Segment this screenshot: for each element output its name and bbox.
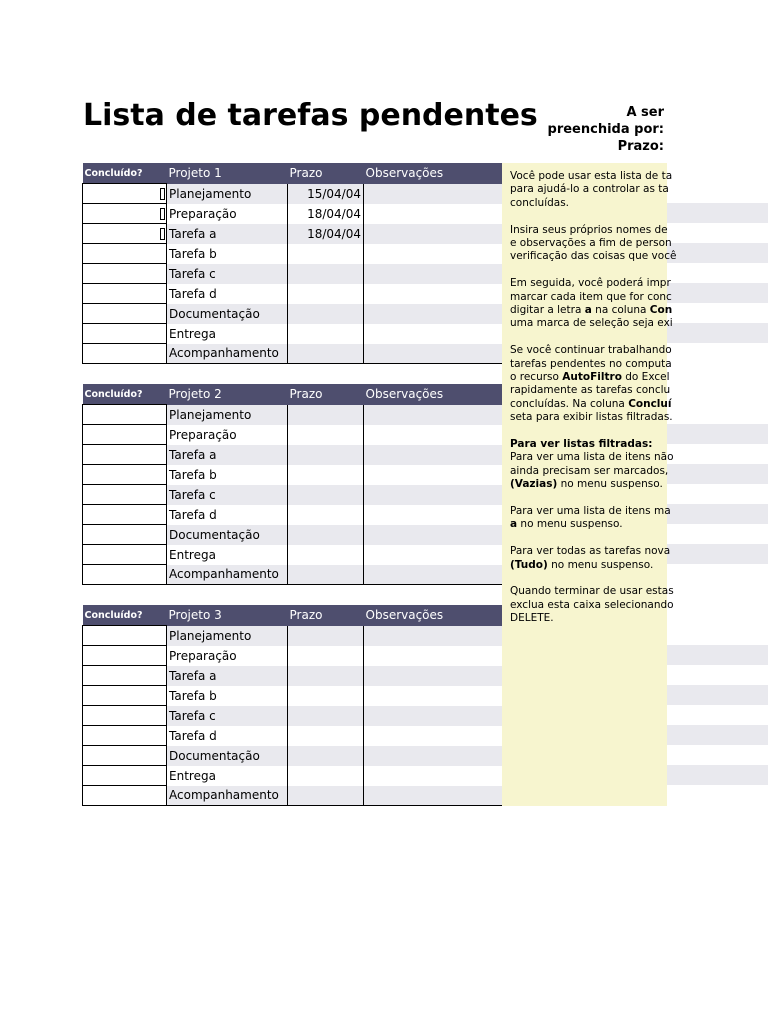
table-row bbox=[83, 786, 503, 806]
table-row bbox=[83, 425, 503, 445]
done-cell[interactable] bbox=[83, 646, 167, 666]
note-paragraph-7 bbox=[510, 545, 770, 572]
notes-cell[interactable] bbox=[364, 344, 503, 364]
note-text: no menu suspenso. bbox=[547, 558, 654, 571]
deadline-cell[interactable] bbox=[288, 324, 364, 344]
deadline-cell[interactable] bbox=[288, 344, 364, 364]
note-line: ainda precisam ser marcados, bbox=[510, 464, 669, 477]
row-band bbox=[667, 685, 768, 705]
table-row bbox=[83, 565, 503, 585]
note-line: marcar cada item que for conc bbox=[510, 290, 672, 303]
deadline-cell[interactable] bbox=[288, 726, 364, 746]
done-cell[interactable] bbox=[83, 626, 167, 646]
done-cell[interactable] bbox=[83, 264, 167, 284]
note-line: uma marca de seleção seja exi bbox=[510, 317, 673, 330]
notes-cell[interactable] bbox=[364, 224, 503, 244]
notes-cell[interactable] bbox=[364, 646, 503, 666]
deadline-cell[interactable] bbox=[288, 746, 364, 766]
notes-cell[interactable] bbox=[364, 425, 503, 445]
table-row bbox=[83, 726, 503, 746]
note-bold-text: (Tudo) bbox=[510, 558, 548, 571]
done-cell[interactable] bbox=[83, 344, 167, 364]
notes-cell[interactable] bbox=[364, 726, 503, 746]
deadline-cell[interactable] bbox=[288, 304, 364, 324]
note-line: concluídas. bbox=[510, 196, 570, 209]
deadline-label: Prazo: bbox=[617, 139, 664, 154]
task-name-cell[interactable]: Tarefa c bbox=[167, 485, 288, 505]
done-cell[interactable] bbox=[83, 485, 167, 505]
task-name-cell[interactable]: Tarefa d bbox=[167, 505, 288, 525]
deadline-cell[interactable] bbox=[288, 465, 364, 485]
table-row bbox=[83, 686, 503, 706]
note-bold-text: a bbox=[584, 304, 592, 317]
note-text: na coluna bbox=[591, 304, 650, 317]
row-band bbox=[667, 765, 768, 785]
table-row bbox=[83, 304, 503, 324]
done-cell[interactable] bbox=[83, 244, 167, 264]
notes-cell[interactable] bbox=[364, 666, 503, 686]
note-bold-text: Con bbox=[649, 304, 673, 317]
note-line bbox=[510, 559, 770, 572]
task-name-cell[interactable]: Tarefa c bbox=[167, 264, 288, 284]
instructions-note[interactable] bbox=[502, 163, 677, 806]
project-column-header[interactable]: Projeto 1 bbox=[167, 163, 288, 184]
task-name-cell[interactable]: Documentação bbox=[167, 525, 288, 545]
table-row bbox=[83, 284, 503, 304]
note-text: no menu suspenso. bbox=[557, 478, 663, 491]
task-table bbox=[82, 163, 503, 364]
done-cell[interactable] bbox=[83, 465, 167, 485]
notes-cell[interactable] bbox=[364, 746, 503, 766]
done-cell[interactable] bbox=[83, 766, 167, 786]
task-name-cell[interactable]: Tarefa b bbox=[167, 465, 288, 485]
table-row bbox=[83, 445, 503, 465]
project-column-header[interactable]: Projeto 3 bbox=[167, 605, 288, 626]
notes-cell[interactable] bbox=[364, 264, 503, 284]
row-band bbox=[667, 645, 768, 665]
task-name-cell[interactable]: Tarefa d bbox=[167, 726, 288, 746]
note-line: Você pode usar esta lista de ta bbox=[510, 170, 673, 182]
check-mark-icon bbox=[160, 208, 165, 220]
row-band bbox=[667, 725, 768, 745]
notes-cell[interactable] bbox=[364, 445, 503, 465]
note-heading: Para ver listas filtradas: bbox=[510, 438, 653, 451]
table-row bbox=[83, 746, 503, 766]
note-paragraph-8 bbox=[510, 585, 770, 625]
task-name-cell[interactable]: Documentação bbox=[167, 746, 288, 766]
note-line: verificação das coisas que você bbox=[510, 250, 677, 263]
deadline-column-header[interactable]: Prazo bbox=[288, 163, 364, 184]
note-line: Em seguida, você poderá impr bbox=[510, 277, 671, 290]
done-cell[interactable] bbox=[83, 405, 167, 425]
deadline-cell[interactable] bbox=[288, 425, 364, 445]
note-text: concluídas. Na coluna bbox=[510, 397, 629, 410]
assignment-block bbox=[540, 104, 664, 155]
done-cell[interactable] bbox=[83, 204, 167, 224]
table-row bbox=[83, 626, 503, 646]
done-cell[interactable] bbox=[83, 184, 167, 204]
task-name-cell[interactable]: Entrega bbox=[167, 545, 288, 565]
note-line: Insira seus próprios nomes de bbox=[510, 223, 668, 236]
note-line bbox=[510, 304, 770, 317]
note-paragraph-2 bbox=[510, 224, 770, 264]
deadline-cell[interactable]: 18/04/04 bbox=[288, 224, 364, 244]
notes-cell[interactable] bbox=[364, 786, 503, 806]
page-title: Lista de tarefas pendentes bbox=[83, 98, 538, 133]
deadline-cell[interactable]: 15/04/04 bbox=[288, 184, 364, 204]
table-row bbox=[83, 545, 503, 565]
note-line: exclua esta caixa selecionando bbox=[510, 598, 674, 611]
deadline-cell[interactable] bbox=[288, 565, 364, 585]
deadline-cell[interactable] bbox=[288, 244, 364, 264]
deadline-cell[interactable]: 18/04/04 bbox=[288, 204, 364, 224]
deadline-cell[interactable] bbox=[288, 485, 364, 505]
note-paragraph-5 bbox=[510, 438, 770, 492]
task-name-cell[interactable]: Tarefa a bbox=[167, 224, 288, 244]
check-mark-icon bbox=[160, 188, 165, 200]
task-name-cell[interactable]: Tarefa c bbox=[167, 706, 288, 726]
task-name-cell[interactable]: Tarefa d bbox=[167, 284, 288, 304]
note-line bbox=[510, 518, 770, 531]
done-column-header[interactable]: Concluído? bbox=[83, 605, 167, 626]
notes-cell[interactable] bbox=[364, 465, 503, 485]
done-cell[interactable] bbox=[83, 525, 167, 545]
task-name-cell[interactable]: Tarefa b bbox=[167, 686, 288, 706]
table-row bbox=[83, 706, 503, 726]
deadline-column-header[interactable]: Prazo bbox=[288, 605, 364, 626]
notes-cell[interactable] bbox=[364, 525, 503, 545]
table-row bbox=[83, 344, 503, 364]
table-row bbox=[83, 324, 503, 344]
assign-label-line1: A ser bbox=[626, 105, 664, 120]
notes-cell[interactable] bbox=[364, 766, 503, 786]
note-line: Se você continuar trabalhando bbox=[510, 344, 672, 357]
task-name-cell[interactable]: Tarefa a bbox=[167, 445, 288, 465]
done-cell[interactable] bbox=[83, 706, 167, 726]
deadline-cell[interactable] bbox=[288, 706, 364, 726]
note-paragraph-1 bbox=[510, 170, 770, 210]
done-cell[interactable] bbox=[83, 786, 167, 806]
note-line: para ajudá-lo a controlar as ta bbox=[510, 183, 669, 196]
table-row bbox=[83, 646, 503, 666]
notes-cell[interactable] bbox=[364, 505, 503, 525]
note-text: digitar a letra bbox=[510, 304, 585, 317]
table-row bbox=[83, 244, 503, 264]
note-line: Para ver uma lista de itens não bbox=[510, 451, 674, 464]
task-name-cell[interactable]: Preparação bbox=[167, 204, 288, 224]
note-paragraph-6 bbox=[510, 505, 770, 532]
table-header-row bbox=[83, 163, 503, 184]
note-paragraph-3 bbox=[510, 277, 770, 331]
task-name-cell[interactable]: Planejamento bbox=[167, 184, 288, 204]
deadline-cell[interactable] bbox=[288, 766, 364, 786]
assign-label-line2: preenchida por: bbox=[547, 122, 664, 137]
deadline-cell[interactable] bbox=[288, 405, 364, 425]
notes-cell[interactable] bbox=[364, 304, 503, 324]
note-line: DELETE. bbox=[510, 612, 554, 625]
task-name-cell[interactable]: Acompanhamento bbox=[167, 786, 288, 806]
table-row bbox=[83, 264, 503, 284]
deadline-column-header[interactable]: Prazo bbox=[288, 384, 364, 405]
done-column-header[interactable]: Concluído? bbox=[83, 163, 167, 184]
note-line: tarefas pendentes no computa bbox=[510, 357, 672, 370]
table-header-row bbox=[83, 384, 503, 405]
note-line: rapidamente as tarefas conclu bbox=[510, 384, 671, 397]
note-text: no menu suspenso. bbox=[517, 518, 623, 531]
note-bold-text: a bbox=[510, 518, 518, 531]
note-bold-text: AutoFiltro bbox=[562, 371, 622, 384]
task-table bbox=[82, 384, 503, 585]
done-cell[interactable] bbox=[83, 425, 167, 445]
note-line: Quando terminar de usar estas bbox=[510, 585, 674, 598]
notes-cell[interactable] bbox=[364, 626, 503, 646]
note-bold-text: (Vazias) bbox=[510, 478, 558, 491]
instructions-text bbox=[510, 170, 770, 639]
done-cell[interactable] bbox=[83, 686, 167, 706]
task-name-cell[interactable]: Tarefa a bbox=[167, 666, 288, 686]
done-cell[interactable] bbox=[83, 666, 167, 686]
note-line: e observações a fim de person bbox=[510, 237, 672, 250]
note-text: do Excel bbox=[621, 371, 670, 384]
deadline-cell[interactable] bbox=[288, 445, 364, 465]
deadline-cell[interactable] bbox=[288, 786, 364, 806]
deadline-cell[interactable] bbox=[288, 646, 364, 666]
task-name-cell[interactable]: Preparação bbox=[167, 425, 288, 445]
note-text: o recurso bbox=[510, 371, 563, 384]
notes-cell[interactable] bbox=[364, 324, 503, 344]
note-line: Para ver uma lista de itens ma bbox=[510, 505, 671, 518]
notes-cell[interactable] bbox=[364, 686, 503, 706]
table-header-row bbox=[83, 605, 503, 626]
check-mark-icon bbox=[160, 228, 165, 240]
notes-column-header[interactable]: Observações bbox=[364, 384, 503, 405]
done-cell[interactable] bbox=[83, 224, 167, 244]
table-row bbox=[83, 224, 503, 244]
notes-cell[interactable] bbox=[364, 706, 503, 726]
notes-cell[interactable] bbox=[364, 284, 503, 304]
task-name-cell[interactable]: Documentação bbox=[167, 304, 288, 324]
done-cell[interactable] bbox=[83, 284, 167, 304]
deadline-cell[interactable] bbox=[288, 666, 364, 686]
table-row bbox=[83, 666, 503, 686]
task-name-cell[interactable]: Entrega bbox=[167, 324, 288, 344]
done-cell[interactable] bbox=[83, 726, 167, 746]
done-cell[interactable] bbox=[83, 445, 167, 465]
deadline-cell[interactable] bbox=[288, 686, 364, 706]
task-name-cell[interactable]: Acompanhamento bbox=[167, 344, 288, 364]
note-line: seta para exibir listas filtradas. bbox=[510, 411, 673, 424]
table-row bbox=[83, 485, 503, 505]
notes-cell[interactable] bbox=[364, 565, 503, 585]
task-name-cell[interactable]: Entrega bbox=[167, 766, 288, 786]
table-row bbox=[83, 766, 503, 786]
note-line bbox=[510, 371, 770, 384]
task-name-cell[interactable]: Tarefa b bbox=[167, 244, 288, 264]
project-column-header[interactable]: Projeto 2 bbox=[167, 384, 288, 405]
done-cell[interactable] bbox=[83, 304, 167, 324]
note-paragraph-4 bbox=[510, 344, 770, 424]
done-cell[interactable] bbox=[83, 545, 167, 565]
deadline-cell[interactable] bbox=[288, 626, 364, 646]
notes-column-header[interactable]: Observações bbox=[364, 605, 503, 626]
done-cell[interactable] bbox=[83, 746, 167, 766]
deadline-cell[interactable] bbox=[288, 525, 364, 545]
table-row bbox=[83, 204, 503, 224]
note-line bbox=[510, 398, 770, 411]
table-row bbox=[83, 405, 503, 425]
task-name-cell[interactable]: Preparação bbox=[167, 646, 288, 666]
notes-cell[interactable] bbox=[364, 184, 503, 204]
task-name-cell[interactable]: Planejamento bbox=[167, 405, 288, 425]
done-cell[interactable] bbox=[83, 505, 167, 525]
note-line: Para ver todas as tarefas nova bbox=[510, 545, 671, 558]
deadline-cell[interactable] bbox=[288, 545, 364, 565]
done-cell[interactable] bbox=[83, 324, 167, 344]
table-row bbox=[83, 505, 503, 525]
note-line bbox=[510, 478, 770, 491]
table-row bbox=[83, 465, 503, 485]
done-column-header[interactable]: Concluído? bbox=[83, 384, 167, 405]
note-bold-text: Concluí bbox=[628, 397, 672, 410]
notes-cell[interactable] bbox=[364, 405, 503, 425]
deadline-cell[interactable] bbox=[288, 264, 364, 284]
deadline-cell[interactable] bbox=[288, 505, 364, 525]
task-name-cell[interactable]: Acompanhamento bbox=[167, 565, 288, 585]
table-row bbox=[83, 525, 503, 545]
done-cell[interactable] bbox=[83, 565, 167, 585]
notes-cell[interactable] bbox=[364, 204, 503, 224]
task-table bbox=[82, 605, 503, 806]
notes-cell[interactable] bbox=[364, 485, 503, 505]
notes-column-header[interactable]: Observações bbox=[364, 163, 503, 184]
notes-cell[interactable] bbox=[364, 545, 503, 565]
task-name-cell[interactable]: Planejamento bbox=[167, 626, 288, 646]
note-line bbox=[510, 438, 770, 451]
table-row bbox=[83, 184, 503, 204]
deadline-cell[interactable] bbox=[288, 284, 364, 304]
notes-cell[interactable] bbox=[364, 244, 503, 264]
